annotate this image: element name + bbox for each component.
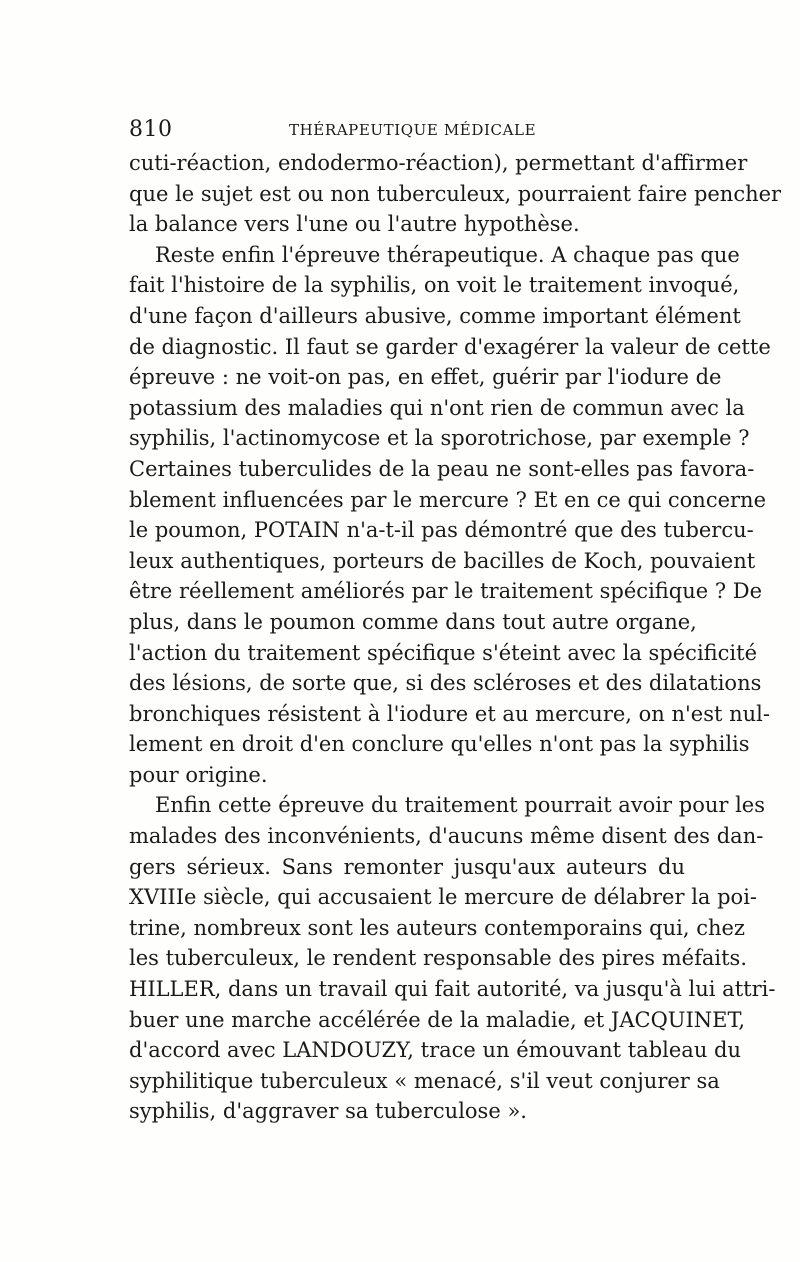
page-number: 810: [129, 117, 173, 142]
text-line: buer une marche accélérée de la maladie, et JACQUINET,: [129, 1007, 746, 1032]
text-line: le poumon, POTAIN n'a-t-il pas démontré que des tubercu-: [129, 518, 754, 543]
text-line: malades des inconvénients, d'aucuns même disent des dan-: [129, 824, 764, 849]
text-line: épreuve : ne voit-on pas, en effet, guérir par l'iodure de: [129, 365, 722, 390]
text-line: des lésions, de sorte que, si des scléroses et des dilatations: [129, 671, 762, 696]
text-line: plus, dans le poumon comme dans tout autre organe,: [129, 609, 697, 634]
text-line: blement influencées par le mercure ? Et en ce qui concerne: [129, 487, 767, 512]
text-line: fait l'histoire de la syphilis, on voit le traitement invoqué,: [129, 273, 740, 298]
text-line: d'accord avec LANDOUZY, trace un émouvant tableau du: [129, 1038, 741, 1063]
text-line: syphilis, d'aggraver sa tuberculose ».: [129, 1099, 527, 1124]
text-line: être réellement améliorés par le traitement spécifique ? De: [129, 579, 763, 604]
text-line: pour origine.: [129, 762, 268, 787]
text-line: d'une façon d'ailleurs abusive, comme important élément: [129, 303, 741, 328]
text-line: syphilis, l'actinomycose et la sporotrichose, par exemple ?: [129, 426, 750, 451]
text-line: potassium des maladies qui n'ont rien de commun avec la: [129, 395, 745, 420]
text-line: gers sérieux. Sans remonter jusqu'aux auteurs du: [129, 854, 685, 879]
text-line: l'action du traitement spécifique s'éteint avec la spécificité: [129, 640, 758, 665]
text-line: Certaines tuberculides de la peau ne sont-elles pas favora-: [129, 456, 755, 481]
text-line: leux authentiques, porteurs de bacilles de Koch, pouvaient: [129, 548, 756, 573]
text-line: la balance vers l'une ou l'autre hypothèse.: [129, 212, 580, 237]
running-title: THÉRAPEUTIQUE MÉDICALE: [289, 121, 537, 139]
text-line: XVIIIe siècle, qui accusaient le mercure de délabrer la poi-: [129, 885, 758, 910]
text-line: de diagnostic. Il faut se garder d'exagérer la valeur de cette: [129, 334, 771, 359]
running-head: [129, 117, 685, 143]
text-line: HILLER, dans un travail qui fait autorité, va jusqu'à lui attri-: [129, 977, 776, 1002]
text-line: trine, nombreux sont les auteurs contemporains qui, chez: [129, 915, 745, 940]
text-line: lement en droit d'en conclure qu'elles n'ont pas la syphilis: [129, 732, 750, 757]
text-line: Enfin cette épreuve du traitement pourrait avoir pour les: [155, 793, 766, 818]
text-line: les tuberculeux, le rendent responsable des pires méfaits.: [129, 946, 747, 971]
text-line: bronchiques résistent à l'iodure et au mercure, on n'est nul-: [129, 701, 770, 726]
text-line: que le sujet est ou non tuberculeux, pourraient faire pencher: [129, 181, 782, 206]
text-line: cuti-réaction, endodermo-réaction), permettant d'affirmer: [129, 151, 748, 175]
text-line: syphilitique tuberculeux « menacé, s'il veut conjurer sa: [129, 1068, 720, 1093]
text-line: Reste enfin l'épreuve thérapeutique. A chaque pas que: [155, 242, 740, 267]
body-text: [129, 148, 782, 1127]
